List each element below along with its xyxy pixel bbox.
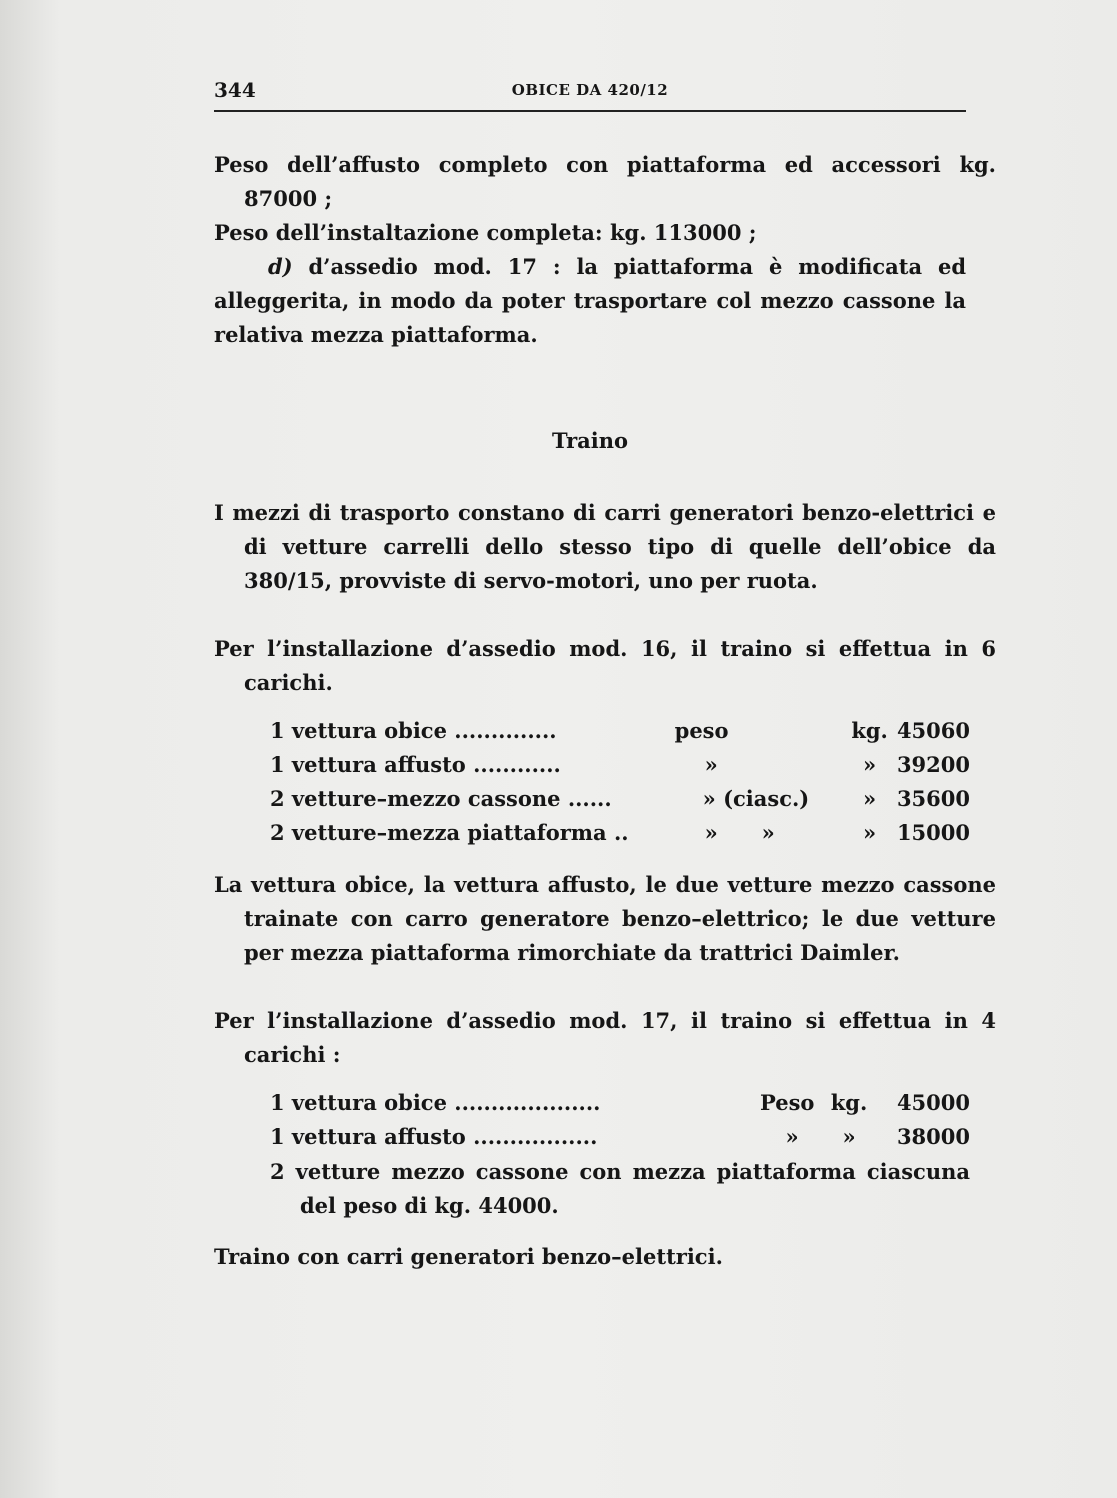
row-description: 1 vettura affusto ............ — [270, 751, 561, 777]
row-kg: kg. — [830, 1089, 868, 1115]
row-kg: » — [863, 819, 877, 845]
row-unit: » » — [704, 819, 775, 845]
table-row — [270, 781, 970, 815]
list-item-mod17-cassone: 2 vetture mezzo cassone con mezza piattaforma ciascuna del peso di kg. 44000. — [270, 1159, 970, 1218]
paragraph-mezzi-trasporto: I mezzi di trasporto constano di carri generatori benzo-elettrici e di vetture carrelli dello stesso tipo di quelle dell’obice da 380/15, provviste di servo-motori, uno per ruota. — [214, 500, 996, 593]
table-row — [270, 713, 970, 747]
row-kg: » — [863, 751, 877, 777]
row-kg: kg. — [851, 717, 888, 743]
row-value: 35600 — [896, 785, 970, 811]
row-unit: peso — [674, 717, 729, 743]
paragraph-traino-vetture: La vettura obice, la vettura affusto, le due vetture mezzo cassone trainate con carro generatore benzo–elettrico; le due vetture per mezza piattaforma rimorchiate da trattrici Daimler. — [214, 872, 996, 965]
paragraph-peso-affusto: Peso dell’affusto completo con piattaforma ed accessori kg. 87000 ; — [214, 152, 996, 211]
running-head — [214, 74, 966, 112]
row-value: 45060 — [896, 717, 970, 743]
header-title: OBICE DA 420/12 — [511, 81, 669, 99]
row-value: 15000 — [896, 819, 970, 845]
paragraph-assedio-mod17-text: d’assedio mod. 17 : la piattaforma è modificata ed alleggerita, in modo da poter trasportare col mezzo cassone la relativa mezza piattaforma. — [214, 254, 966, 347]
row-value: 38000 — [896, 1123, 970, 1149]
table-loads-mod17 — [270, 1085, 970, 1153]
row-unit: » (ciasc.) — [702, 785, 810, 811]
list-label-d: d) — [268, 254, 293, 279]
table-row — [270, 747, 970, 781]
paragraph-mod16: Per l’installazione d’assedio mod. 16, il traino si effettua in 6 carichi. — [214, 636, 996, 695]
row-unit: » — [704, 751, 718, 777]
row-unit: Peso — [760, 1089, 815, 1115]
row-description: 2 vetture–mezzo cassone ...... — [270, 785, 612, 811]
paragraph-assedio-mod17 — [214, 250, 966, 352]
table-row — [270, 815, 970, 849]
paragraph-peso-installazione: Peso dell’instaltazione completa: kg. 113000 ; — [214, 220, 757, 245]
row-unit: » — [785, 1123, 799, 1149]
row-description: 2 vetture–mezza piattaforma .. — [270, 819, 629, 845]
row-description: 1 vettura affusto ................. — [270, 1123, 598, 1149]
table-row — [270, 1119, 970, 1153]
table-row — [270, 1085, 970, 1119]
row-kg: » — [863, 785, 877, 811]
closing-line: Traino con carri generatori benzo–elettrici. — [214, 1244, 723, 1269]
table-loads-mod16 — [270, 713, 970, 849]
page-number: 344 — [214, 78, 256, 102]
row-kg: » — [842, 1123, 856, 1149]
row-value: 39200 — [896, 751, 970, 777]
row-description: 1 vettura obice .............. — [270, 717, 557, 743]
section-title-traino: Traino — [551, 428, 629, 453]
row-value: 45000 — [896, 1089, 970, 1115]
row-description: 1 vettura obice .................... — [270, 1089, 601, 1115]
paragraph-mod17: Per l’installazione d’assedio mod. 17, il traino si effettua in 4 carichi : — [214, 1008, 996, 1067]
